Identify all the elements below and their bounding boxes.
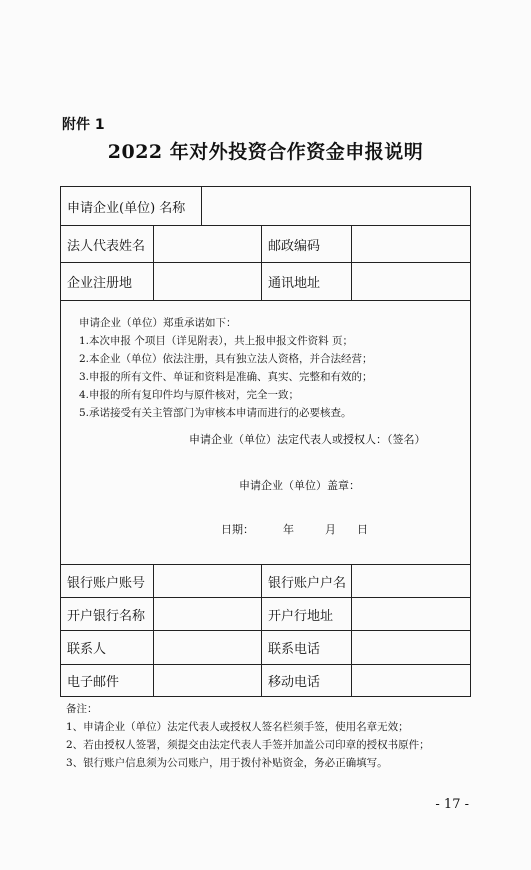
commitment-item: 3.申报的所有文件、单证和资料是准确、真实、完整和有效的； [79,371,373,383]
commitment-item: 4.申报的所有复印件均与原件核对，完全一致； [79,389,300,401]
mail-address-label: 通讯地址 [261,263,351,300]
note-item: 2、若由授权人签署，须提交由法定代表人手签并加盖公司印章的授权书原件； [66,739,430,751]
bank-account-name-label: 银行账户户名 [261,565,351,597]
attachment-label: 附件 1 [62,117,105,133]
signature-line: 申请企业（单位）法定代表人或授权人：（签名） [189,433,426,446]
mail-address-field[interactable] [351,263,470,300]
bank-address-field[interactable] [351,598,470,630]
phone-label: 联系电话 [261,631,351,664]
bank-address-label: 开户行地址 [261,598,351,630]
bank-name-field[interactable] [153,598,261,630]
row-reg-address [61,263,470,301]
phone-field[interactable] [351,631,470,664]
row-legal-rep [61,226,470,263]
seal-line: 申请企业（单位）盖章： [239,479,360,492]
company-name-field[interactable] [201,187,470,225]
commitment-section [61,301,470,565]
email-field[interactable] [153,665,261,696]
page-title: 2022 年对外投资合作资金申报说明 [107,141,424,163]
row-bank-account [61,565,470,598]
row-bank-name [61,598,470,631]
legal-rep-field[interactable] [153,226,261,262]
date-year: 年 [283,523,294,536]
page-number: - 17 - [435,797,469,812]
date-day: 日 [357,523,368,536]
bank-account-name-field[interactable] [351,565,470,597]
reg-address-field[interactable] [153,263,261,300]
bank-account-label: 银行账户账号 [67,575,146,591]
note-item: 1、申请企业（单位）法定代表人或授权人签名栏须手签，使用名章无效； [66,721,409,733]
postal-code-label: 邮政编码 [261,226,351,262]
date-month: 月 [325,523,336,536]
commitment-item: 5.承诺接受有关主管部门为审核本申请而进行的必要核查。 [79,407,352,419]
bank-account-field[interactable] [153,565,261,597]
row-contact [61,631,470,665]
company-name-label: 申请企业(单位) 名称 [67,200,186,216]
date-label: 日期： [221,523,254,536]
row-email [61,665,470,696]
mobile-label: 移动电话 [261,665,351,696]
reg-address-label: 企业注册地 [67,276,133,291]
contact-field[interactable] [153,631,261,664]
commitment-item: 1.本次申报 个项目（详见附表），共上报申报文件资料 页； [79,335,353,347]
contact-label: 联系人 [67,642,107,657]
commitment-item: 2.本企业（单位）依法注册，具有独立法人资格，并合法经营； [79,353,373,365]
row-company-name [61,187,470,226]
mobile-field[interactable] [351,665,470,696]
email-label: 电子邮件 [67,675,120,690]
legal-rep-label: 法人代表姓名 [67,238,146,254]
commitment-intro: 申请企业（单位）郑重承诺如下： [79,317,237,329]
notes-section [66,700,430,772]
application-form [60,186,471,697]
postal-code-field[interactable] [351,226,470,262]
note-item: 3、银行账户信息须为公司账户，用于拨付补贴资金，务必正确填写。 [66,757,388,769]
bank-name-label: 开户银行名称 [67,608,146,624]
notes-heading: 备注： [66,703,98,715]
